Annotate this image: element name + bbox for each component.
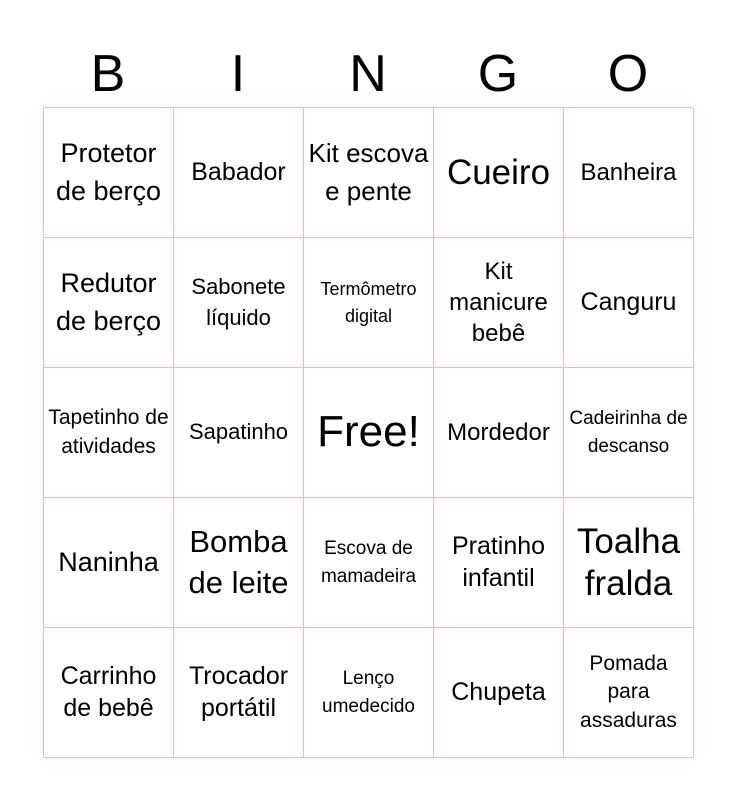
bingo-cell[interactable]: Redutor de berço xyxy=(44,238,174,368)
bingo-cell[interactable]: Bomba de leite xyxy=(174,498,304,628)
bingo-cell[interactable]: Chupeta xyxy=(434,628,564,758)
bingo-cell[interactable]: Mordedor xyxy=(434,368,564,498)
bingo-cell[interactable]: Canguru xyxy=(564,238,694,368)
bingo-cell[interactable]: Babador xyxy=(174,108,304,238)
bingo-cell[interactable]: Cadeirinha de descanso xyxy=(564,368,694,498)
bingo-cell[interactable]: Termômetro digital xyxy=(304,238,434,368)
bingo-cell[interactable]: Kit escova e pente xyxy=(304,108,434,238)
bingo-cell[interactable]: Trocador portátil xyxy=(174,628,304,758)
bingo-cell[interactable]: Kit manicure bebê xyxy=(434,238,564,368)
bingo-cell[interactable]: Carrinho de bebê xyxy=(44,628,174,758)
header-letter-o: O xyxy=(607,45,649,103)
bingo-cell[interactable]: Banheira xyxy=(564,108,694,238)
bingo-cell[interactable]: Toalha fralda xyxy=(564,498,694,628)
header-letter-i: I xyxy=(230,45,246,103)
bingo-grid xyxy=(43,107,693,757)
header-letter-n: N xyxy=(349,45,387,103)
header-letter-b: B xyxy=(90,45,126,103)
free-space[interactable]: Free! xyxy=(304,368,434,498)
bingo-cell[interactable]: Lenço umedecido xyxy=(304,628,434,758)
bingo-cell[interactable]: Cueiro xyxy=(434,108,564,238)
bingo-cell[interactable]: Sabonete líquido xyxy=(174,238,304,368)
bingo-cell[interactable]: Naninha xyxy=(44,498,174,628)
bingo-cell[interactable]: Sapatinho xyxy=(174,368,304,498)
bingo-cell[interactable]: Escova de mamadeira xyxy=(304,498,434,628)
header-letter-g: G xyxy=(477,45,519,103)
bingo-cell[interactable]: Protetor de berço xyxy=(44,108,174,238)
bingo-cell[interactable]: Tapetinho de atividades xyxy=(44,368,174,498)
bingo-header xyxy=(43,40,693,108)
bingo-cell[interactable]: Pratinho infantil xyxy=(434,498,564,628)
bingo-cell[interactable]: Pomada para assaduras xyxy=(564,628,694,758)
